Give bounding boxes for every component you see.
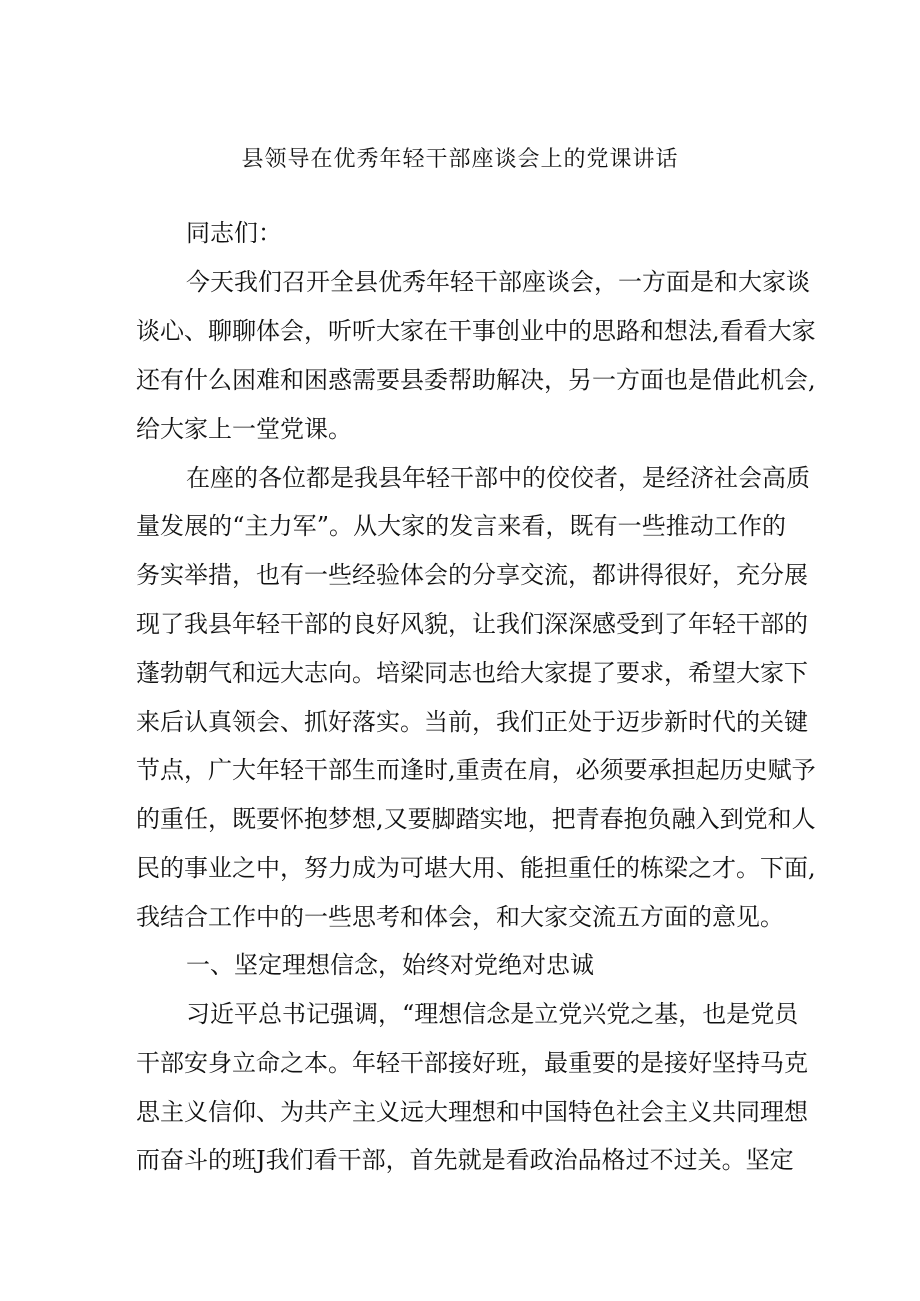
paragraph-line: 务实举措，也有一些经验体会的分享交流，都讲得很好，充分展 — [136, 561, 808, 589]
paragraph-line: 我结合工作中的一些思考和体会，和大家交流五方面的意见。 — [136, 903, 784, 931]
paragraph-line: 谈心、聊聊体会，听听大家在干事创业中的思路和想法,看看大家 — [136, 317, 816, 345]
paragraph-line: 还有什么困难和困惑需要县委帮助解决，另一方面也是借此机会, — [136, 366, 816, 394]
paragraph-line: 思主义信仰、为共产主义远大理想和中国特色社会主义共同理想 — [136, 1098, 808, 1126]
paragraph-line: 节点，广大年轻干部生而逢时,重责在肩，必须要承担起历史赋予 — [136, 756, 816, 784]
section-heading: 一、坚定理想信念，始终对党绝对忠诚 — [186, 951, 594, 979]
paragraph-line: 蓬勃朝气和远大志向。培梁同志也给大家提了要求，希望大家下 — [136, 659, 808, 687]
paragraph-line: 在座的各位都是我县年轻干部中的佼佼者，是经济社会高质 — [186, 464, 810, 492]
salutation: 同志们： — [186, 219, 282, 247]
paragraph-line: 干部安身立命之本。年轻干部接好班，最重要的是接好坚持马克 — [136, 1049, 808, 1077]
paragraph-line: 的重任，既要怀抱梦想,又要脚踏实地，把青春抱负融入到党和人 — [136, 805, 816, 833]
paragraph-line: 来后认真领会、抓好落实。当前，我们正处于迈步新时代的关键 — [136, 708, 808, 736]
paragraph-line: 习近平总书记强调，“理想信念是立党兴党之基，也是党员 — [186, 1000, 799, 1028]
paragraph-line: 量发展的“主力军”。从大家的发言来看，既有一些推动工作的 — [136, 512, 786, 540]
paragraph-line: 民的事业之中，努力成为可堪大用、能担重任的栋梁之才。下面, — [136, 854, 816, 882]
document-title: 县领导在优秀年轻干部座谈会上的党课讲话 — [241, 147, 679, 172]
paragraph-line: 而奋斗的班J我们看干部，首先就是看政治品格过不过关。坚定 — [136, 1146, 794, 1174]
paragraph-line: 给大家上一堂党课。 — [136, 415, 352, 443]
paragraph-line: 今天我们召开全县优秀年轻干部座谈会，一方面是和大家谈 — [186, 268, 810, 296]
paragraph-line: 现了我县年轻干部的良好风貌，让我们深深感受到了年轻干部的 — [136, 610, 808, 638]
